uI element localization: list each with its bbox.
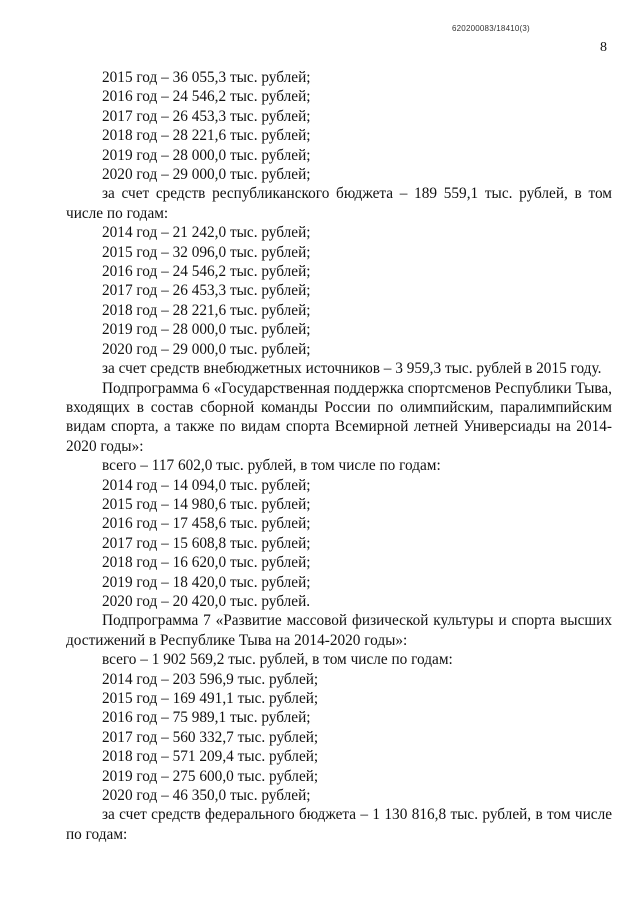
text-line: 2014 год – 21 242,0 тыс. рублей; [102, 224, 311, 242]
text-line: 2020 год – 46 350,0 тыс. рублей; [102, 787, 311, 805]
text-line: 2017 год – 560 332,7 тыс. рублей; [102, 728, 319, 746]
text-line: всего – 117 602,0 тыс. рублей, в том числе по годам: [102, 457, 441, 475]
text-line: 2018 год – 28 221,6 тыс. рублей; [102, 301, 311, 319]
paragraph: за счет средств республиканского бюджета – 189 559,1 тыс. рублей, в том числе по годам: [66, 185, 612, 222]
text-line: 2015 год – 32 096,0 тыс. рублей; [102, 243, 311, 261]
text-line: 2014 год – 203 596,9 тыс. рублей; [102, 670, 319, 688]
text-line: 2019 год – 28 000,0 тыс. рублей; [102, 321, 311, 339]
text-line: 2017 год – 26 453,3 тыс. рублей; [102, 107, 311, 125]
text-line: 2018 год – 571 209,4 тыс. рублей; [102, 748, 319, 766]
text-line: 2016 год – 75 989,1 тыс. рублей; [102, 709, 311, 727]
text-line: 2018 год – 28 221,6 тыс. рублей; [102, 127, 311, 145]
text-line: за счет средств внебюджетных источников – 3 959,3 тыс. рублей в 2015 году. [102, 360, 602, 378]
text-line: 2019 год – 28 000,0 тыс. рублей; [102, 146, 311, 164]
text-line: 2014 год – 14 094,0 тыс. рублей; [102, 476, 311, 494]
text-line: 2019 год – 18 420,0 тыс. рублей; [102, 573, 311, 591]
paragraph: Подпрограмма 6 «Государственная поддержка спортсменов Республики Тыва, входящих в состав сборной команды России по олимпийским, паралимпийским видам спорта, а также по видам спорта Всемирной летней Универсиады на 2014-2020 годы»: [66, 379, 612, 455]
text-line: 2020 год – 20 420,0 тыс. рублей. [102, 592, 311, 610]
text-line: 2019 год – 275 600,0 тыс. рублей; [102, 767, 319, 785]
text-line: 2015 год – 169 491,1 тыс. рублей; [102, 690, 319, 707]
text-line: 2020 год – 29 000,0 тыс. рублей; [102, 340, 311, 358]
text-line: 2020 год – 29 000,0 тыс. рублей; [102, 166, 311, 184]
text-line: 2015 год – 14 980,6 тыс. рублей; [102, 495, 311, 513]
text-line: 2017 год – 15 608,8 тыс. рублей; [102, 534, 311, 552]
document-body [66, 68, 612, 844]
text-line: 2016 год – 17 458,6 тыс. рублей; [102, 515, 311, 533]
text-line: 2015 год – 36 055,3 тыс. рублей; [102, 69, 311, 86]
text-line: 2017 год – 26 453,3 тыс. рублей; [102, 282, 311, 300]
document-code: 620200083/18410(3) [452, 24, 530, 33]
text-line: 2016 год – 24 546,2 тыс. рублей; [102, 263, 311, 281]
paragraph: за счет средств федерального бюджета – 1 130 816,8 тыс. рублей, в том числе по годам: [66, 806, 612, 843]
paragraph: Подпрограмма 7 «Развитие массовой физической культуры и спорта высших достижений в Республике Тыва на 2014-2020 годы»: [66, 612, 612, 649]
page-number: 8 [600, 40, 607, 55]
text-line: 2016 год – 24 546,2 тыс. рублей; [102, 88, 311, 106]
text-line: всего – 1 902 569,2 тыс. рублей, в том числе по годам: [102, 651, 453, 669]
text-line: 2018 год – 16 620,0 тыс. рублей; [102, 554, 311, 572]
